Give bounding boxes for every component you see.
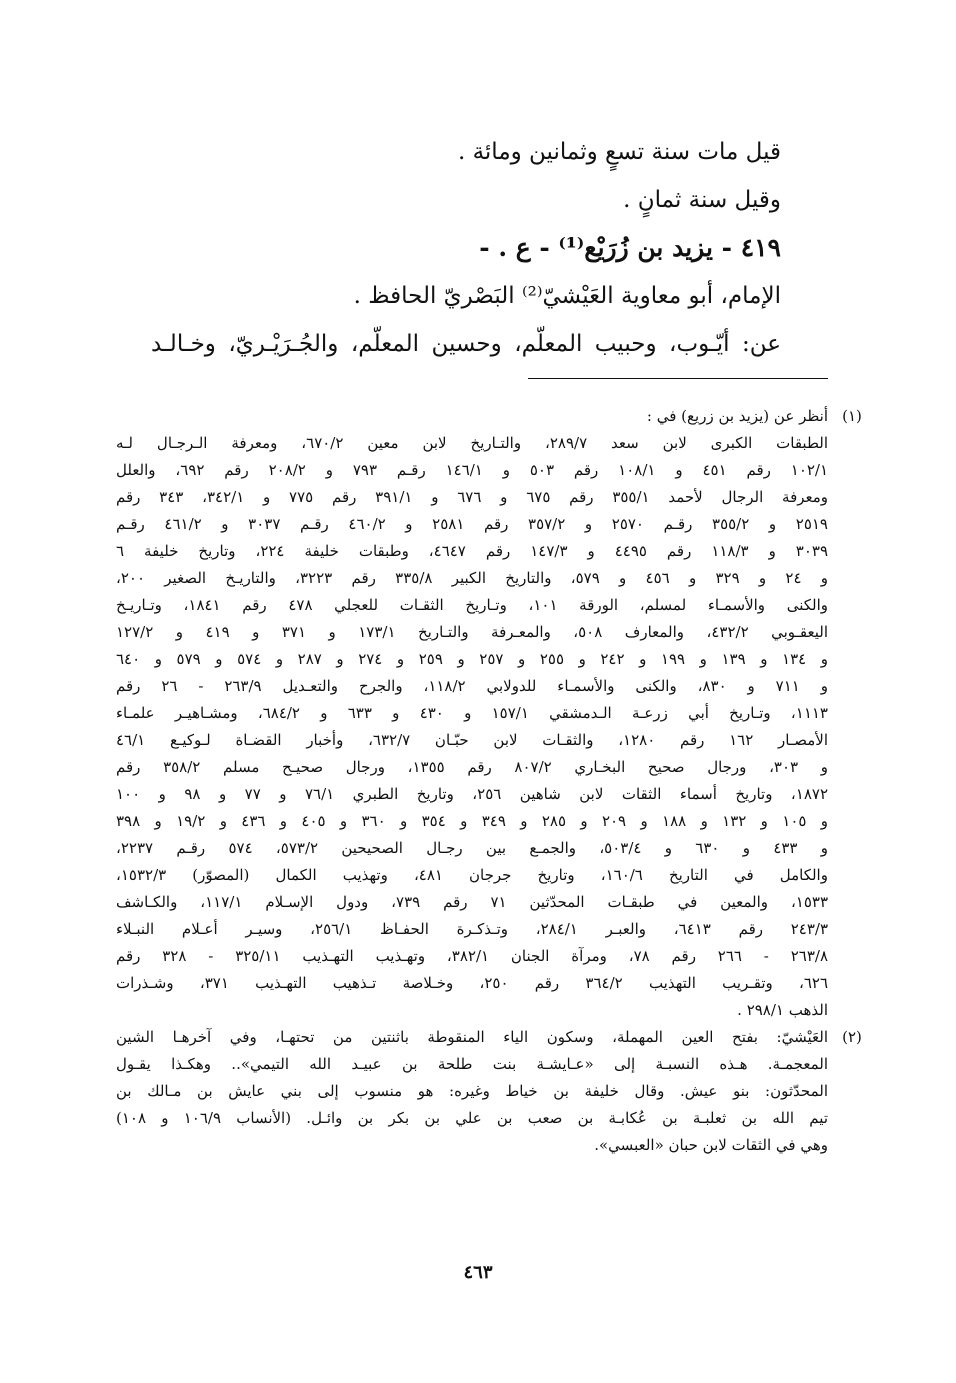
footnotes-block — [116, 403, 862, 1159]
footnote-line: و ٤٣٣ و ٦٣٠ و ٥٠٣/٤، والجمـع بين رجـال الصحيحين ٥٧٣/٢، ٥٧٤ رقـم ٢٢٣٧، — [116, 839, 828, 857]
footnote-line: ٣٠٣٩ و ١١٨/٣ رقم ٤٤٩٥ و ١٤٧/٣ رقم ٤٦٤٧، وطبقات خليفة ٢٢٤، وتاريخ خليفة ٦ — [116, 542, 828, 560]
footnote-line: و ٢٤ و ٣٢٩ و ٤٥٦ و ٥٧٩، والتاريخ الكبير ٣٣٥/٨ رقم ٣٢٢٣، والتاريـخ الصغير ٢٠٠، — [116, 569, 828, 587]
main-text-line: عن: أيّـوب، وحبيب المعلّم، وحسين المعلّم، والجُـرَيْـريّ، وخـالـد — [151, 331, 781, 357]
footnote-line: المحدّثون: بنو عيش. وقال خليفة بن خياط وغيره: هو منسوب إلى بني عايش بن مـالك بن — [116, 1082, 828, 1100]
footnote-1 — [116, 403, 862, 1024]
footnote-line: ١٠٢/١ رقم ٤٥١ و ١٠٨/١ رقم ٥٠٣ و ١٤٦/١ رقـم ٧٩٣ و ٢٠٨/٢ رقم ٦٩٢، والعلل — [116, 461, 828, 479]
footnote-line: والكنى والأسمـاء لمسلم، الورقة ١٠١، وتـاريخ الثقـات للعجلي ٤٧٨ رقم ١٨٤١، وتـاريـخ — [116, 596, 828, 614]
entry-heading: ٤١٩ - يزيد بن زُرَيْع⁽¹⁾ - ع . - — [479, 233, 781, 262]
footnote-line: ومعرفة الرجال لأحمد ٣٥٥/١ رقم ٦٧٥ و ٦٧٦ و ٣٩١/١ رقم ٧٧٥ و ٣٤٢/١، ٣٤٣ رقم — [116, 488, 828, 506]
footnote-number: (١) — [842, 407, 862, 425]
footnote-line: و ١٠٥ و ١٣٢ و ١٨٨ و ٢٠٩ و ٢٨٥ و ٣٤٩ و ٣٥٤ و ٣٦٠ و ٤٠٥ و ٤٣٦ و ١٩/٢ و ٣٩٨ — [116, 812, 828, 830]
footnote-line: وهي في الثقات لابن حبان «العبسي». — [594, 1136, 828, 1154]
footnote-line: المعجمـة. هـذه النسبـة إلى «عـايشـة بنت طلحة بن عبيـد الله التيمي».. وهكـذا يقـول — [116, 1055, 828, 1073]
footnote-line: العَيْشيّ: بفتح العين المهملة، وسكون الياء المنقوطة باثنتين من تحتهـا، وفي آخرهـا الشين — [116, 1028, 828, 1046]
footnote-line: الأمصـار ١٦٢ رقم ١٢٨٠، والثقـات لابن حبّـان ٦٣٢/٧، وأخبار القضـاة لـوكيـع ٤٦/١ — [116, 731, 828, 749]
footnote-line: و ٧١١ و ٨٣٠، والكنى والأسمـاء للدولابي ١١٨/٢، والجرح والتعـديل ٢٦٣/٩ - ٢٦ رقم — [116, 677, 828, 695]
footnote-line: و ٣٠٣، ورجال صحيح البخـاري ٨٠٧/٢ رقم ١٣٥٥، ورجال صحيـح مسلم ٣٥٨/٢ رقم — [116, 758, 828, 776]
footnote-line: ١٥٣٣، والمعين في طبقـات المحدّثين ٧١ رقم ٧٣٩، ودول الإسـلام ١١٧/١، والكـاشف — [116, 893, 828, 911]
footnote-line: ٦٢٦، وتقـريب التهذيب ٣٦٤/٢ رقم ٢٥٠، وخـلاصة تـذهيب التهـذيب ٣٧١، وشـذرات — [116, 974, 828, 992]
page-number: ٤٦٣ — [463, 1262, 493, 1283]
footnote-2 — [116, 1024, 862, 1159]
footnote-line: ٢٥١٩ و ٣٥٥/٢ رقـم ٢٥٧٠ و ٣٥٧/٢ رقم ٢٥٨١ و ٤٦٠/٢ رقـم ٣٠٣٧ و ٤٦١/٢ رقـم — [116, 515, 828, 533]
main-text-line: وقيل سنة ثمانٍ . — [623, 187, 781, 213]
footnote-line: أنظر عن (يزيد بن زريع) في : — [646, 407, 828, 425]
footnote-separator — [528, 378, 828, 379]
main-text-block — [151, 128, 781, 368]
footnote-number: (٢) — [842, 1028, 862, 1046]
footnote-line: اليعقـوبي ٤٣٢/٢، والمعارف ٥٠٨، والمعـرفة والتـاريخ ١٧٣/١ و ٣٧١ و ٤١٩ و ١٢٧/٢ — [116, 623, 828, 641]
footnote-line: الطبقات الكبرى لابن سعد ٢٨٩/٧، والتـاريخ لابن معين ٦٧٠/٢، ومعرفة الـرجـال لـه — [116, 434, 828, 452]
footnote-line: تيم الله بن ثعلبـة بن عُكابـة بن صعب بن علي بن بكر بن وائـل. (الأنساب ١٠٦/٩ و ١٠٨) — [116, 1109, 828, 1127]
footnote-line: والكامل في التاريخ ١٦٠/٦، وتاريخ جرجان ٤٨١، وتهذيب الكمال (المصوّر) ١٥٣٢/٣، — [116, 866, 828, 884]
footnote-line: و ١٣٤ و ١٣٩ و ١٩٩ و ٢٤٢ و ٢٥٥ و ٢٥٧ و ٢٥٩ و ٢٧٤ و ٢٨٧ و ٥٧٤ و ٥٧٩ و ٦٤٠ — [116, 650, 828, 668]
footnote-line: ١١١٣، وتـاريخ أبي زرعـة الـدمشقي ١٥٧/١ و ٤٣٠ و ٦٣٣ و ٦٨٤/٢، ومشـاهيـر علمـاء — [116, 704, 828, 722]
footnote-line: ١٨٧٢، وتاريخ أسماء الثقات لابن شاهين ٢٥٦، وتاريخ الطبري ٧٦/١ و ٧٧ و ٩٨ و ١٠٠ — [116, 785, 828, 803]
main-text-line: الإمام، أبو معاوية العَيْشيّ⁽²⁾ البَصْريّ الحافظ . — [353, 283, 781, 309]
main-text-line: قيل مات سنة تسعٍ وثمانين ومائة . — [457, 139, 781, 165]
footnote-line: ٢٤٣/٣ رقم ٦٤١٣، والعبـر ٢٨٤/١، وتـذكـرة الحفـاظ ٢٥٦/١، وسيـر أعـلام النبـلاء — [116, 920, 828, 938]
footnote-line: الذهب ٢٩٨/١ . — [737, 1001, 828, 1019]
footnote-line: ٢٦٣/٨ - ٢٦٦ رقم ٧٨، ومرآة الجنان ٣٨٢/١، وتهـذيب التهـذيب ٣٢٥/١١ - ٣٢٨ رقم — [116, 947, 828, 965]
